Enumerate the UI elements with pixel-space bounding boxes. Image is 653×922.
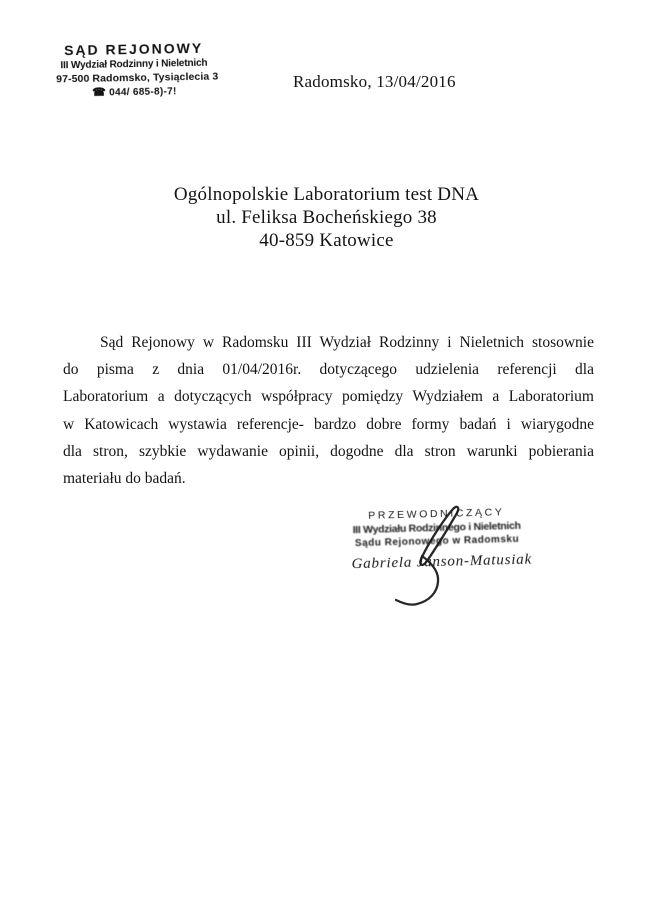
signature-name: Gabriela Janson-Matusiak <box>351 551 533 573</box>
phone-icon: ☎ <box>91 86 107 99</box>
body-line: do pisma z dnia 01/04/2016r. dotyczącego udzielenia referencji dla <box>63 361 594 379</box>
recipient-name: Ogólnopolskie Laboratorium test DNA <box>173 184 480 205</box>
recipient-street: ul. Feliksa Bocheńskiego 38 <box>216 207 437 228</box>
sender-court-name: SĄD REJONOWY <box>63 39 204 59</box>
body-line: materiału do badań. <box>63 470 186 488</box>
signature-title: PRZEWODNICZĄCY <box>368 506 505 522</box>
body-line: Laboratorium a dotyczących współpracy pomiędzy Wydziałem a Laboratorium <box>63 388 594 406</box>
signature-block <box>350 506 533 573</box>
body-line: w Katowicach wystawia referencje- bardzo dobre formy badań i wiarygodne <box>63 415 594 433</box>
body-line: dla stron, szybkie wydawanie opinii, dogodne dla stron warunki pobierania <box>63 442 594 460</box>
sender-phone-number: 044/ 685-8)-7! <box>109 86 177 99</box>
body-paragraph <box>63 329 594 492</box>
signature-court: Sądu Rejonowego w Radomsku <box>354 533 520 550</box>
sender-division: III Wydział Rodzinny i Nieletnich <box>60 56 208 72</box>
recipient-city: 40-859 Katowice <box>259 230 394 251</box>
sender-stamp <box>56 39 219 100</box>
recipient-block <box>0 183 653 252</box>
dateline: Radomsko, 13/04/2016 <box>293 72 456 91</box>
signature-division: III Wydziału Rodzinnego i Nieletnich <box>352 519 521 537</box>
body-line: Sąd Rejonowy w Radomsku III Wydział Rodzinny i Nieletnich stosownie <box>100 334 594 351</box>
sender-phone-line <box>56 84 212 100</box>
sender-address: 97-500 Radomsko, Tysiąclecia 3 <box>56 70 219 86</box>
